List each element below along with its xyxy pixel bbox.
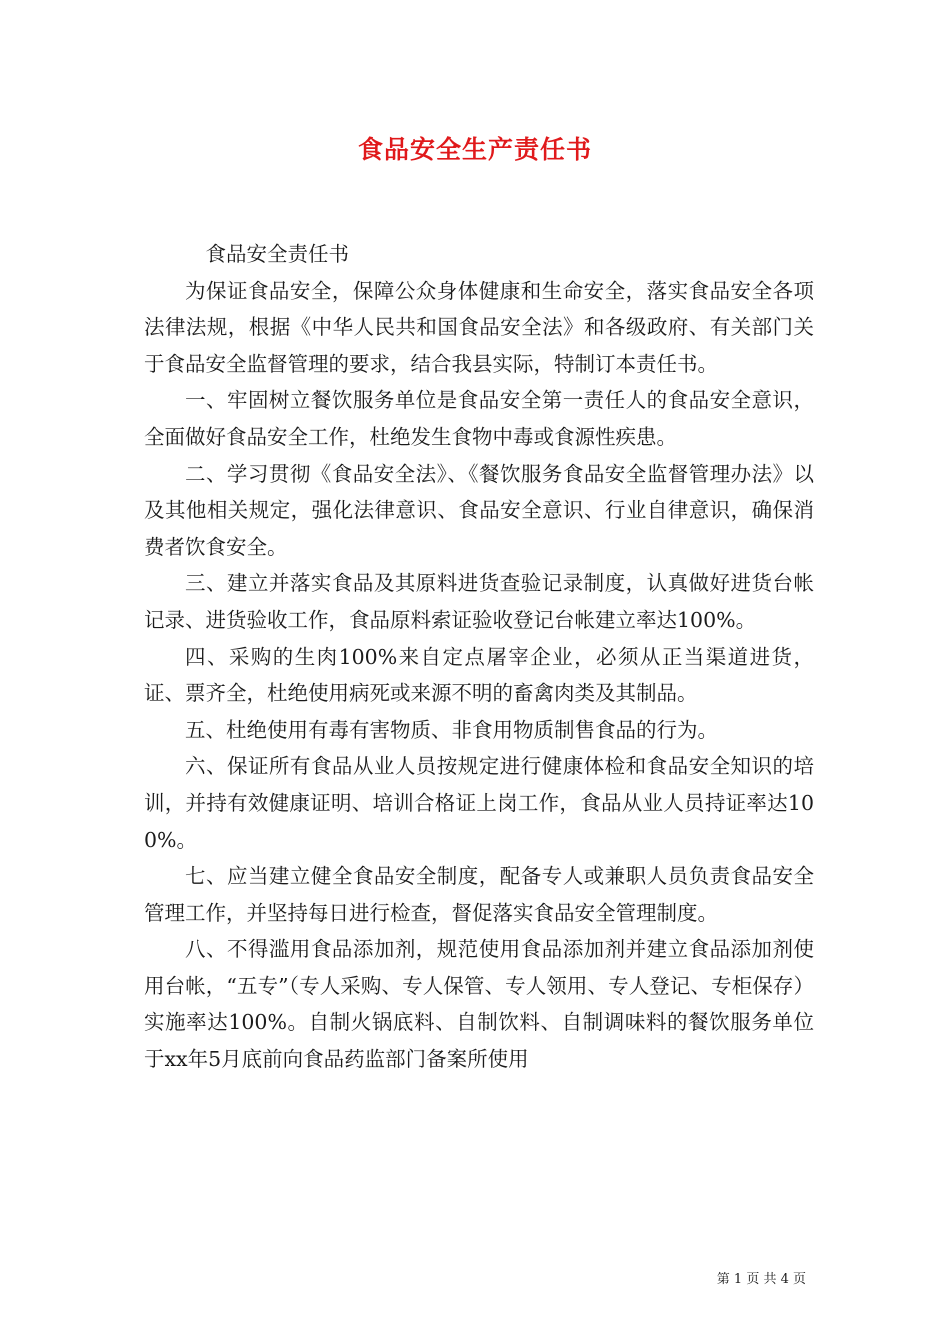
paragraph-item-8: 八、不得滥用食品添加剂，规范使用食品添加剂并建立食品添加剂使用台帐，“五专”（专人采购、专人保管、专人领用、专人登记、专柜保存）实施率达100%。自制火锅底料、自制饮料、自制调味料的餐饮服务单位于xx年5月底前向食品药监部门备案所使用 bbox=[144, 937, 814, 1072]
document-body bbox=[144, 236, 814, 1078]
page-number: 第 1 页 共 4 页 bbox=[716, 1272, 806, 1287]
paragraph-item-1: 一、牢固树立餐饮服务单位是食品安全第一责任人的食品安全意识，全面做好食品安全工作，杜绝发生食物中毒或食源性疾患。 bbox=[144, 388, 814, 449]
document-subtitle: 食品安全责任书 bbox=[205, 242, 349, 266]
paragraph-item-7: 七、应当建立健全食品安全制度，配备专人或兼职人员负责食品安全管理工作，并坚持每日进行检查，督促落实食品安全管理制度。 bbox=[144, 864, 814, 925]
paragraph-preamble: 为保证食品安全，保障公众身体健康和生命安全，落实食品安全各项法律法规，根据《中华人民共和国食品安全法》和各级政府、有关部门关于食品安全监督管理的要求，结合我县实际，特制订本责任书。 bbox=[144, 278, 814, 376]
document-title: 食品安全生产责任书 bbox=[357, 135, 592, 164]
paragraph-item-6: 六、保证所有食品从业人员按规定进行健康体检和食品安全知识的培训，并持有效健康证明、培训合格证上岗工作，食品从业人员持证率达100%。 bbox=[144, 754, 814, 852]
paragraph-item-5: 五、杜绝使用有毒有害物质、非食用物质制售食品的行为。 bbox=[185, 717, 718, 742]
paragraph-item-2: 二、学习贯彻《食品安全法》、《餐饮服务食品安全监督管理办法》以及其他相关规定，强化法律意识、食品安全意识、行业自律意识，确保消费者饮食安全。 bbox=[144, 461, 814, 559]
paragraph-item-3: 三、建立并落实食品及其原料进货查验记录制度，认真做好进货台帐记录、进货验收工作，食品原料索证验收登记台帐建立率达100%。 bbox=[144, 571, 814, 632]
paragraph-item-4: 四、采购的生肉100%来自定点屠宰企业，必须从正当渠道进货，证、票齐全，杜绝使用病死或来源不明的畜禽肉类及其制品。 bbox=[144, 644, 814, 706]
